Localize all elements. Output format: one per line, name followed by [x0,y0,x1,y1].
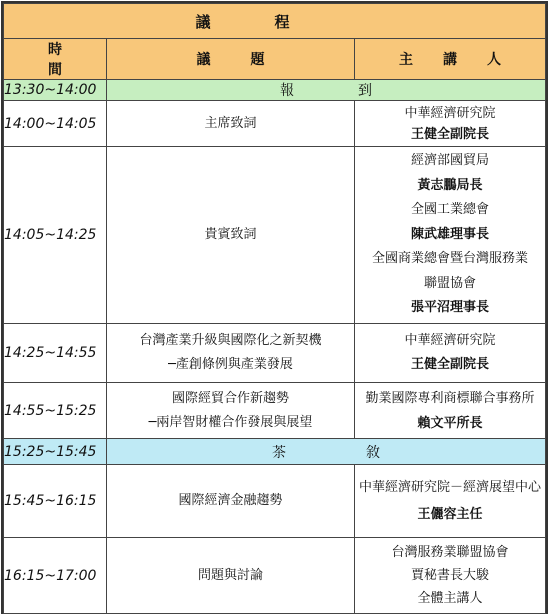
time-cell: 13:30~14:00 [4,80,107,101]
speaker-cell [355,465,546,538]
speaker-name: 張平沼理事長 [411,300,490,316]
speaker-cell [355,147,546,324]
topic-line: 國際經濟金融趨勢 [178,493,283,508]
speaker-cell [355,383,546,439]
time-cell: 16:15~17:00 [4,538,107,614]
table-row-tea-break [4,439,546,465]
speaker-cell [355,324,546,383]
speaker-org: 聯盟協會 [424,275,477,291]
speaker-cell [355,538,546,614]
topic-line: 國際經貿合作新趨勢 [171,390,289,406]
speaker-org: 勤業國際專利商標聯合事務所 [365,390,535,406]
table-row [4,101,546,147]
agenda-container [3,3,545,614]
speaker-name: 賈秘書長大駿 [411,568,490,583]
topic-cell [107,538,355,614]
topic-subline: ─兩岸智財權合作發展與展望 [148,414,313,430]
time-cell: 14:25~14:55 [4,324,107,383]
title-row [4,4,546,39]
time-cell: 14:55~15:25 [4,383,107,439]
header-time: 時間 [4,39,107,80]
topic-subline: ─產創條例與產業發展 [168,357,293,372]
speaker-name: 王健全副院長 [411,357,490,372]
header-topic: 議題 [107,39,355,80]
table-row [4,147,546,324]
speaker-name: 賴文平所長 [417,415,483,431]
table-row-registration [4,80,546,101]
topic-cell [107,383,355,439]
topic-cell [107,147,355,324]
table-row [4,324,546,383]
tea-break-label: 茶敘 [107,439,546,465]
table-row [4,538,546,614]
speaker-org: 台灣服務業聯盟協會 [391,545,509,560]
topic-line: 貴賓致詞 [204,227,257,242]
speaker-org: 全國工業總會 [411,202,490,218]
speaker-cell [355,101,546,147]
topic-line: 問題與討論 [197,567,263,583]
registration-label: 報到 [107,80,546,101]
header-speaker: 主講人 [355,39,546,80]
speaker-name: 陳武雄理事長 [411,226,490,242]
topic-cell [107,465,355,538]
table-row [4,383,546,439]
time-cell: 14:05~14:25 [4,147,107,324]
agenda-table [3,3,546,614]
speaker-org: 中華經濟研究院 [404,333,496,348]
agenda-title: 議程 [4,4,546,39]
speaker-org: 經濟部國貿局 [411,153,490,169]
header-row [4,39,546,80]
topic-line: 主席致詞 [204,115,257,131]
topic-cell [107,324,355,383]
speaker-name: 黃志鵬局長 [417,177,483,193]
time-cell: 15:25~15:45 [4,439,107,465]
table-row [4,465,546,538]
speaker-name: 王健全副院長 [411,126,490,142]
speaker-name: 王儷容主任 [417,507,483,522]
topic-line: 台灣產業升級與國際化之新契機 [139,333,322,348]
speaker-org: 中華經濟研究院－經濟展望中心 [359,480,542,495]
topic-cell [107,101,355,147]
time-cell: 14:00~14:05 [4,101,107,147]
speaker-name: 全體主講人 [417,591,483,606]
speaker-org: 中華經濟研究院 [404,105,496,121]
speaker-org: 全國商業總會暨台灣服務業 [372,251,529,267]
time-cell: 15:45~16:15 [4,465,107,538]
